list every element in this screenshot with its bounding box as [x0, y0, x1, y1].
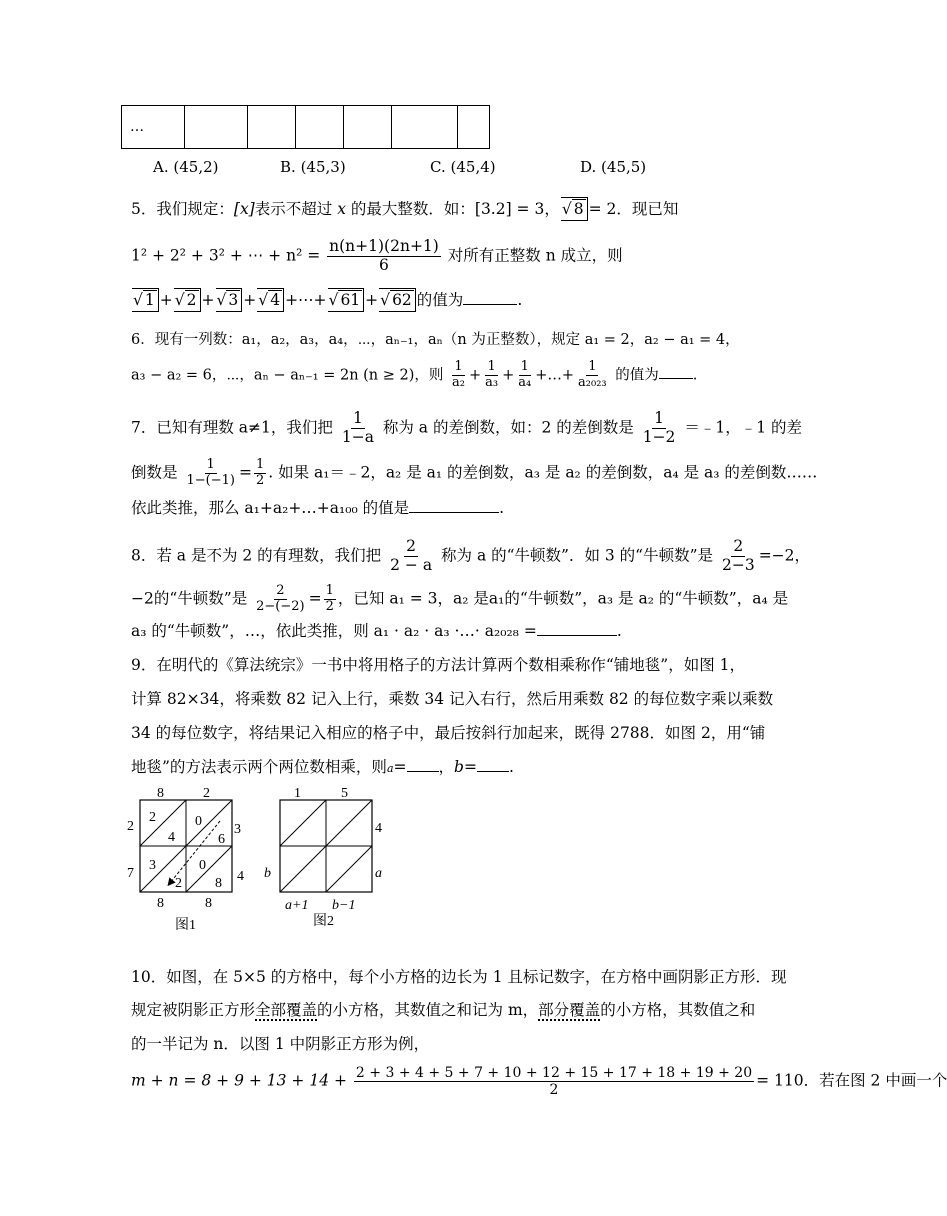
- figure-1-lattice: [125, 785, 255, 935]
- option-b[interactable]: B. (45,3): [280, 158, 346, 176]
- q5-line-2: 1² + 2² + 3² + ⋯ + n² = $\frac{n(n+1)(2n+1)}{6}$ 对所有正整数 n 成立，则: [131, 237, 623, 274]
- table-cell: [296, 106, 344, 149]
- svg-text:3: 3: [149, 858, 156, 873]
- q9-answer-a-blank[interactable]: [407, 771, 439, 772]
- table-cell: [392, 106, 458, 149]
- fig1-top-1: 8: [157, 786, 164, 801]
- answer-table-row: [121, 105, 490, 149]
- fig2-top-1: 1: [294, 786, 301, 801]
- q9-line-3: 34 的每位数字，将结果记入相应的格子中，最后按斜行加起来，既得 2788．如图 2，用“铺: [131, 724, 766, 742]
- q8-line-2: −2的“牛顿数”是 $\frac{2}{2-(-2)}$ = $\frac{1}{2}$ ，已知 a₁ = 3，a₂ 是a₁的“牛顿数”，a₃ 是 a₂ 的“牛顿数”，a₄ 是: [131, 583, 789, 614]
- svg-text:2: 2: [149, 810, 156, 825]
- table-cell: [185, 106, 248, 149]
- q9-answer-b-blank[interactable]: [477, 771, 509, 772]
- table-cell: [248, 106, 296, 149]
- figure-1-caption: 图1: [175, 918, 196, 933]
- q7-line-1: 7．已知有理数 a≠1，我们把 $\frac{1}{1-a}$ 称为 a 的差倒数，如：2 的差倒数是 $\frac{1}{1-2}$ ＝﹣1，﹣1 的差: [131, 409, 803, 446]
- table-cell: [344, 106, 392, 149]
- option-c[interactable]: C. (45,4): [430, 158, 496, 176]
- svg-text:2: 2: [175, 876, 182, 891]
- q7-line-3: 依此类推，那么 a₁+a₂+…+a₁₀₀ 的值是 .: [131, 499, 505, 517]
- fig1-bottom-2: 8: [205, 896, 212, 911]
- fig2-right-2: a: [375, 866, 382, 881]
- figure-2-caption: 图2: [313, 914, 334, 929]
- option-d[interactable]: D. (45,5): [580, 158, 647, 176]
- q6-line-2: a₃ − a₂ = 6，⋯，aₙ − aₙ₋₁ = 2n (n ≥ 2)，则 $\frac{1}{\text{a₂}}$ + $\frac{1}{\text{a₃}}$ + $\frac{1}{\text{a₄}}$ +…+ $\frac{1}{\text{a₂₀₂₃}}$ 的值为 .: [131, 359, 698, 390]
- q5-answer-blank[interactable]: [463, 304, 517, 305]
- q9-line-1: 9．在明代的《算法统宗》一书中将用格子的方法计算两个数相乘称作“铺地毯”，如图 1，: [131, 656, 746, 674]
- table-cell: [458, 106, 490, 149]
- floor-sqrt-8: √ 8: [561, 197, 588, 221]
- q7-line-2: 倒数是 $\frac{1}{1-(-1)}$ = $\frac{1}{2}$ . 如果 a₁＝﹣2，a₂ 是 a₁ 的差倒数，a₃ 是 a₂ 的差倒数，a₄ 是 a₃ 的差倒数……: [131, 457, 818, 488]
- fig1-bottom-1: 8: [157, 896, 164, 911]
- q6-answer-blank[interactable]: [659, 378, 693, 379]
- figure-2-lattice: [258, 785, 398, 935]
- q10-line-3: 的一半记为 n．以图 1 中阴影正方形为例，: [131, 1035, 430, 1053]
- q10-line-4: m + n = 8 + 9 + 13 + 14 + $\frac{2 + 3 + 4 + 5 + 7 + 10 + 12 + 15 + 17 + 18 + 19 + 20}{2}$ = 110．若在图 2 中画一个: [131, 1065, 947, 1099]
- q10-line-2: 规定被阴影正方形全部覆盖的小方格，其数值之和记为 m，部分覆盖的小方格，其数值之和: [131, 1001, 756, 1019]
- q5-formula-fraction: $\frac{n(n+1)(2n+1)}{6}$: [329, 237, 439, 274]
- q7-answer-blank[interactable]: [409, 512, 499, 513]
- q8-answer-blank[interactable]: [537, 635, 617, 636]
- svg-text:0: 0: [199, 858, 206, 873]
- svg-text:8: 8: [215, 876, 222, 891]
- fig1-right-1: 3: [234, 822, 241, 837]
- q9-line-2: 计算 82×34，将乘数 82 记入上行，乘数 34 记入右行，然后用乘数 82 的每位数字乘以乘数: [131, 690, 774, 708]
- option-a[interactable]: A. (45,2): [153, 158, 219, 176]
- fig1-right-2: 4: [237, 869, 244, 884]
- svg-text:6: 6: [218, 832, 225, 847]
- q8-line-3: a₃ 的“牛顿数”，…，依此类推，则 a₁ · a₂ · a₃ ·…· a₂₀₂₈ = .: [131, 622, 622, 640]
- fig2-left: b: [264, 866, 271, 881]
- table-cell-ellipsis: …: [122, 106, 185, 149]
- fig2-top-2: 5: [341, 786, 348, 801]
- q10-line-1: 10．如图，在 5×5 的方格中，每个小方格的边长为 1 且标记数字，在方格中画阴影正方形．现: [131, 968, 787, 986]
- q6-line-1: 6．现有一列数：a₁，a₂，a₃，a₄，⋯，aₙ₋₁，aₙ（n 为正整数），规定 a₁ = 2，a₂ − a₁ = 4，: [131, 332, 740, 348]
- q9-line-4: 地毯”的方法表示两个两位数相乘，则a= ，b= .: [131, 758, 514, 776]
- svg-text:0: 0: [195, 814, 202, 829]
- fig1-left-1: 2: [127, 819, 134, 834]
- fig1-left-2: 7: [127, 866, 134, 881]
- svg-text:4: 4: [168, 830, 175, 845]
- q5-line-3: √ 1 + √ 2 + √ 3 + √ 4 +⋯+ √ 61 + √ 62 的值为 .: [131, 288, 522, 312]
- q8-line-1: 8．若 a 是不为 2 的有理数，我们把 $\frac{2}{2 - a}$ 称为 a 的“牛顿数”．如 3 的“牛顿数”是 $\frac{2}{2-3}$ =−2，: [131, 537, 811, 574]
- fig2-bottom-1: a+1: [285, 898, 309, 913]
- fig2-right-1: 4: [375, 821, 382, 836]
- fig2-bottom-2: b−1: [332, 898, 356, 913]
- fig1-top-2: 2: [203, 786, 210, 801]
- q5-line-1: 5．我们规定：[x]表示不超过 x 的最大整数．如：[3.2] = 3， √ 8 = 2．现已知: [131, 197, 678, 221]
